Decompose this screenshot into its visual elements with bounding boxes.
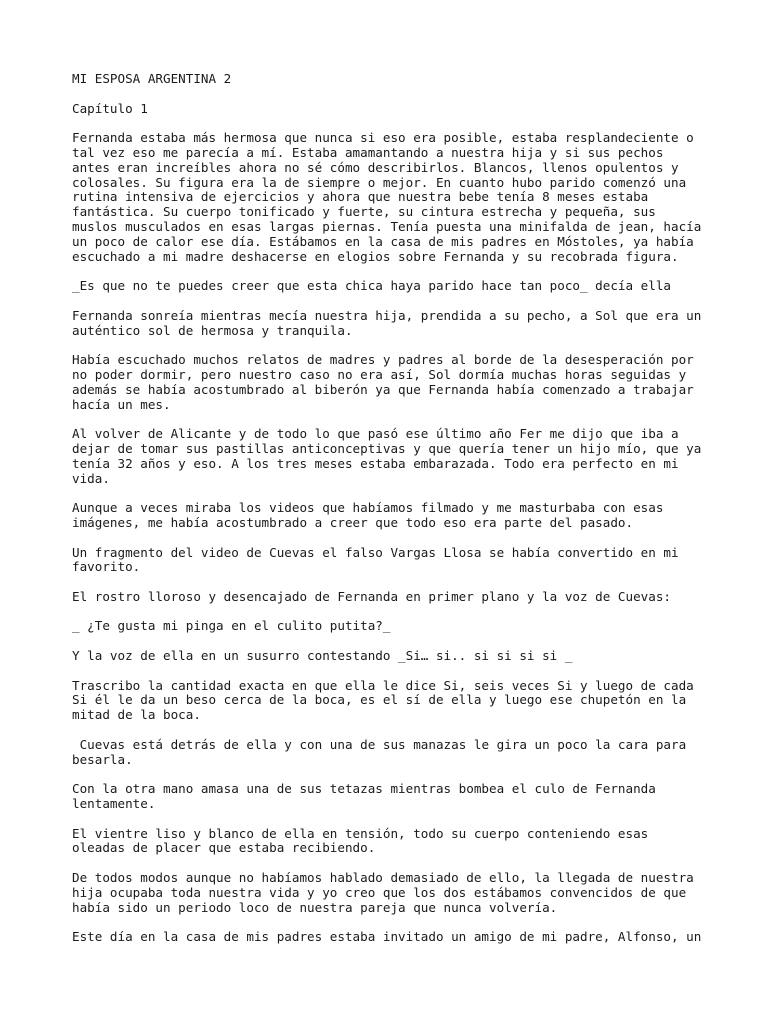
paragraph: Al volver de Alicante y de todo lo que pasó ese último año Fer me dijo que iba a dejar de tomar sus pastillas anticonceptivas y que quería tener un hijo mío, que ya tenía 32 años y eso. A los tres meses estaba embarazada. Todo era perfecto en mi vida. bbox=[72, 426, 702, 486]
paragraph: _ ¿Te gusta mi pinga en el culito putita?_ bbox=[72, 618, 391, 634]
paragraph: Y la voz de ella en un susurro contestando _Si… si.. si si si si _ bbox=[72, 648, 573, 664]
paragraph: Un fragmento del video de Cuevas el falso Vargas Llosa se había convertido en mi favorito. bbox=[72, 544, 679, 575]
paragraph: El rostro lloroso y desencajado de Fernanda en primer plano y la voz de Cuevas: bbox=[72, 588, 671, 604]
paragraph: Con la otra mano amasa una de sus tetazas mientras bombea el culo de Fernanda lentamente. bbox=[72, 781, 656, 812]
chapter-heading: Capítulo 1 bbox=[72, 100, 148, 116]
document-body bbox=[72, 72, 712, 960]
document-title: MI ESPOSA ARGENTINA 2 bbox=[72, 71, 232, 86]
paragraph: Este día en la casa de mis padres estaba invitado un amigo de mi padre, Alfonso, un bbox=[72, 929, 702, 945]
paragraph: Fernanda estaba más hermosa que nunca si eso era posible, estaba resplandeciente o tal vez eso me parecía a mí. Estaba amamantando a nuestra hija y si sus pechos antes eran increíbles ahora no sé cómo describirlos. Blancos, llenos opulentos y colosales. Su figura era la de siempre o mejor. En cuanto hubo parido comenzó una rutina intensiva de ejercicios y ahora que nuestra bebe tenía 8 meses estaba fantástica. Su cuerpo tonificado y fuerte, su cintura estrecha y pequeña, sus muslos musculados en esas largas piernas. Tenía puesta una minifalda de jean, hacía un poco de calor ese día. Estábamos en la casa de mis padres en Móstoles, ya había escuchado a mi madre deshacerse en elogios sobre Fernanda y su recobrada figura. bbox=[72, 130, 702, 264]
paragraph: Aunque a veces miraba los videos que habíamos filmado y me masturbaba con esas imágenes, me había acostumbrado a creer que todo eso era parte del pasado. bbox=[72, 500, 664, 530]
paragraph: _Es que no te puedes creer que esta chica haya parido hace tan poco_ decía ella bbox=[72, 278, 671, 294]
paragraph: Cuevas está detrás de ella y con una de sus manazas le gira un poco la cara para besarla. bbox=[72, 736, 687, 767]
paragraph: Había escuchado muchos relatos de madres y padres al borde de la desesperación por no poder dormir, pero nuestro caso no era así, Sol dormía muchas horas seguidas y además se había acostumbrado al biberón ya que Fernanda había comenzado a trabajar hacía un mes. bbox=[72, 352, 694, 412]
paragraph: De todos modos aunque no habíamos hablado demasiado de ello, la llegada de nuestra hija ocupaba toda nuestra vida y yo creo que los dos estábamos convencidos de que había sido un periodo loco de nuestra pareja que nunca volvería. bbox=[72, 870, 694, 915]
paragraph: Fernanda sonreía mientras mecía nuestra hija, prendida a su pecho, a Sol que era un auténtico sol de hermosa y tranquila. bbox=[72, 307, 702, 338]
paragraph: Trascribo la cantidad exacta en que ella le dice Si, seis veces Si y luego de cada Si él le da un beso cerca de la boca, es el sí de ella y luego ese chupetón en la mitad de la boca. bbox=[72, 677, 694, 723]
paragraph: El vientre liso y blanco de ella en tensión, todo su cuerpo conteniendo esas oleadas de placer que estaba recibiendo. bbox=[72, 825, 649, 856]
